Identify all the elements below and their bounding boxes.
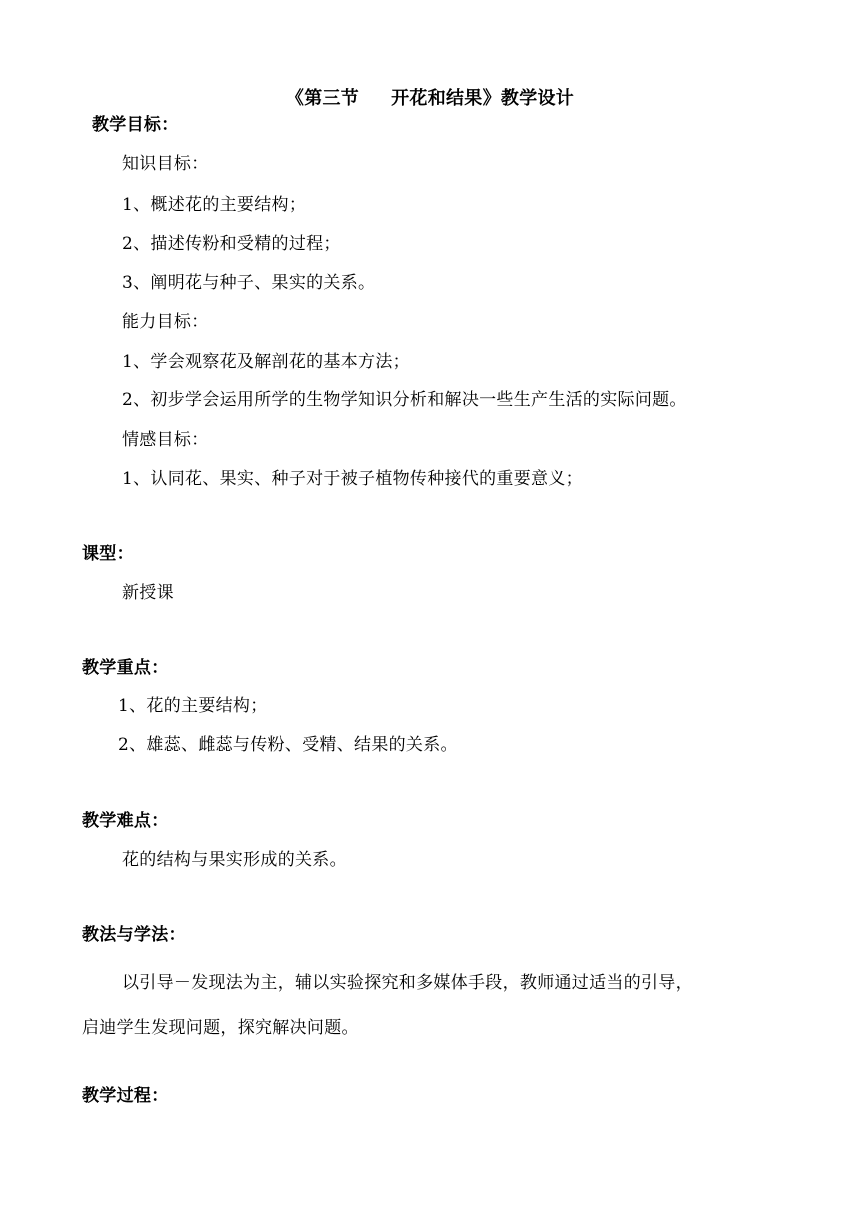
methods-paragraph-line-2: 启迪学生发现问题，探究解决问题。	[82, 1018, 359, 1038]
methods-paragraph-line-1: 以引导－发现法为主，辅以实验探究和多媒体手段，教师通过适当的引导，	[122, 973, 693, 993]
lesson-type-value: 新授课	[122, 583, 174, 603]
key-points-heading: 教学重点：	[82, 658, 169, 678]
title-part-1: 《第三节	[285, 88, 360, 109]
process-heading: 教学过程：	[82, 1086, 169, 1106]
objectives-heading: 教学目标：	[92, 115, 179, 135]
key-point-item: 1、花的主要结构；	[118, 696, 268, 716]
emotion-objectives-heading: 情感目标：	[122, 430, 209, 450]
knowledge-item: 2、描述传粉和受精的过程；	[122, 234, 341, 254]
knowledge-item: 3、阐明花与种子、果实的关系。	[122, 273, 376, 293]
difficulty-value: 花的结构与果实形成的关系。	[122, 850, 347, 870]
lesson-type-heading: 课型：	[82, 544, 134, 564]
ability-item: 1、学会观察花及解剖花的基本方法；	[122, 352, 410, 372]
ability-objectives-heading: 能力目标：	[122, 312, 209, 332]
title-part-2: 开花和结果》教学设计	[391, 88, 575, 109]
document-title	[0, 88, 860, 110]
emotion-item: 1、认同花、果实、种子对于被子植物传种接代的重要意义；	[122, 469, 583, 489]
key-point-item: 2、雄蕊、雌蕊与传粉、受精、结果的关系。	[118, 735, 458, 755]
ability-item: 2、初步学会运用所学的生物学知识分析和解决一些生产生活的实际问题。	[122, 390, 687, 410]
methods-heading: 教法与学法：	[82, 925, 186, 945]
difficulty-heading: 教学难点：	[82, 811, 169, 831]
knowledge-objectives-heading: 知识目标：	[122, 154, 209, 174]
knowledge-item: 1、概述花的主要结构；	[122, 195, 307, 215]
